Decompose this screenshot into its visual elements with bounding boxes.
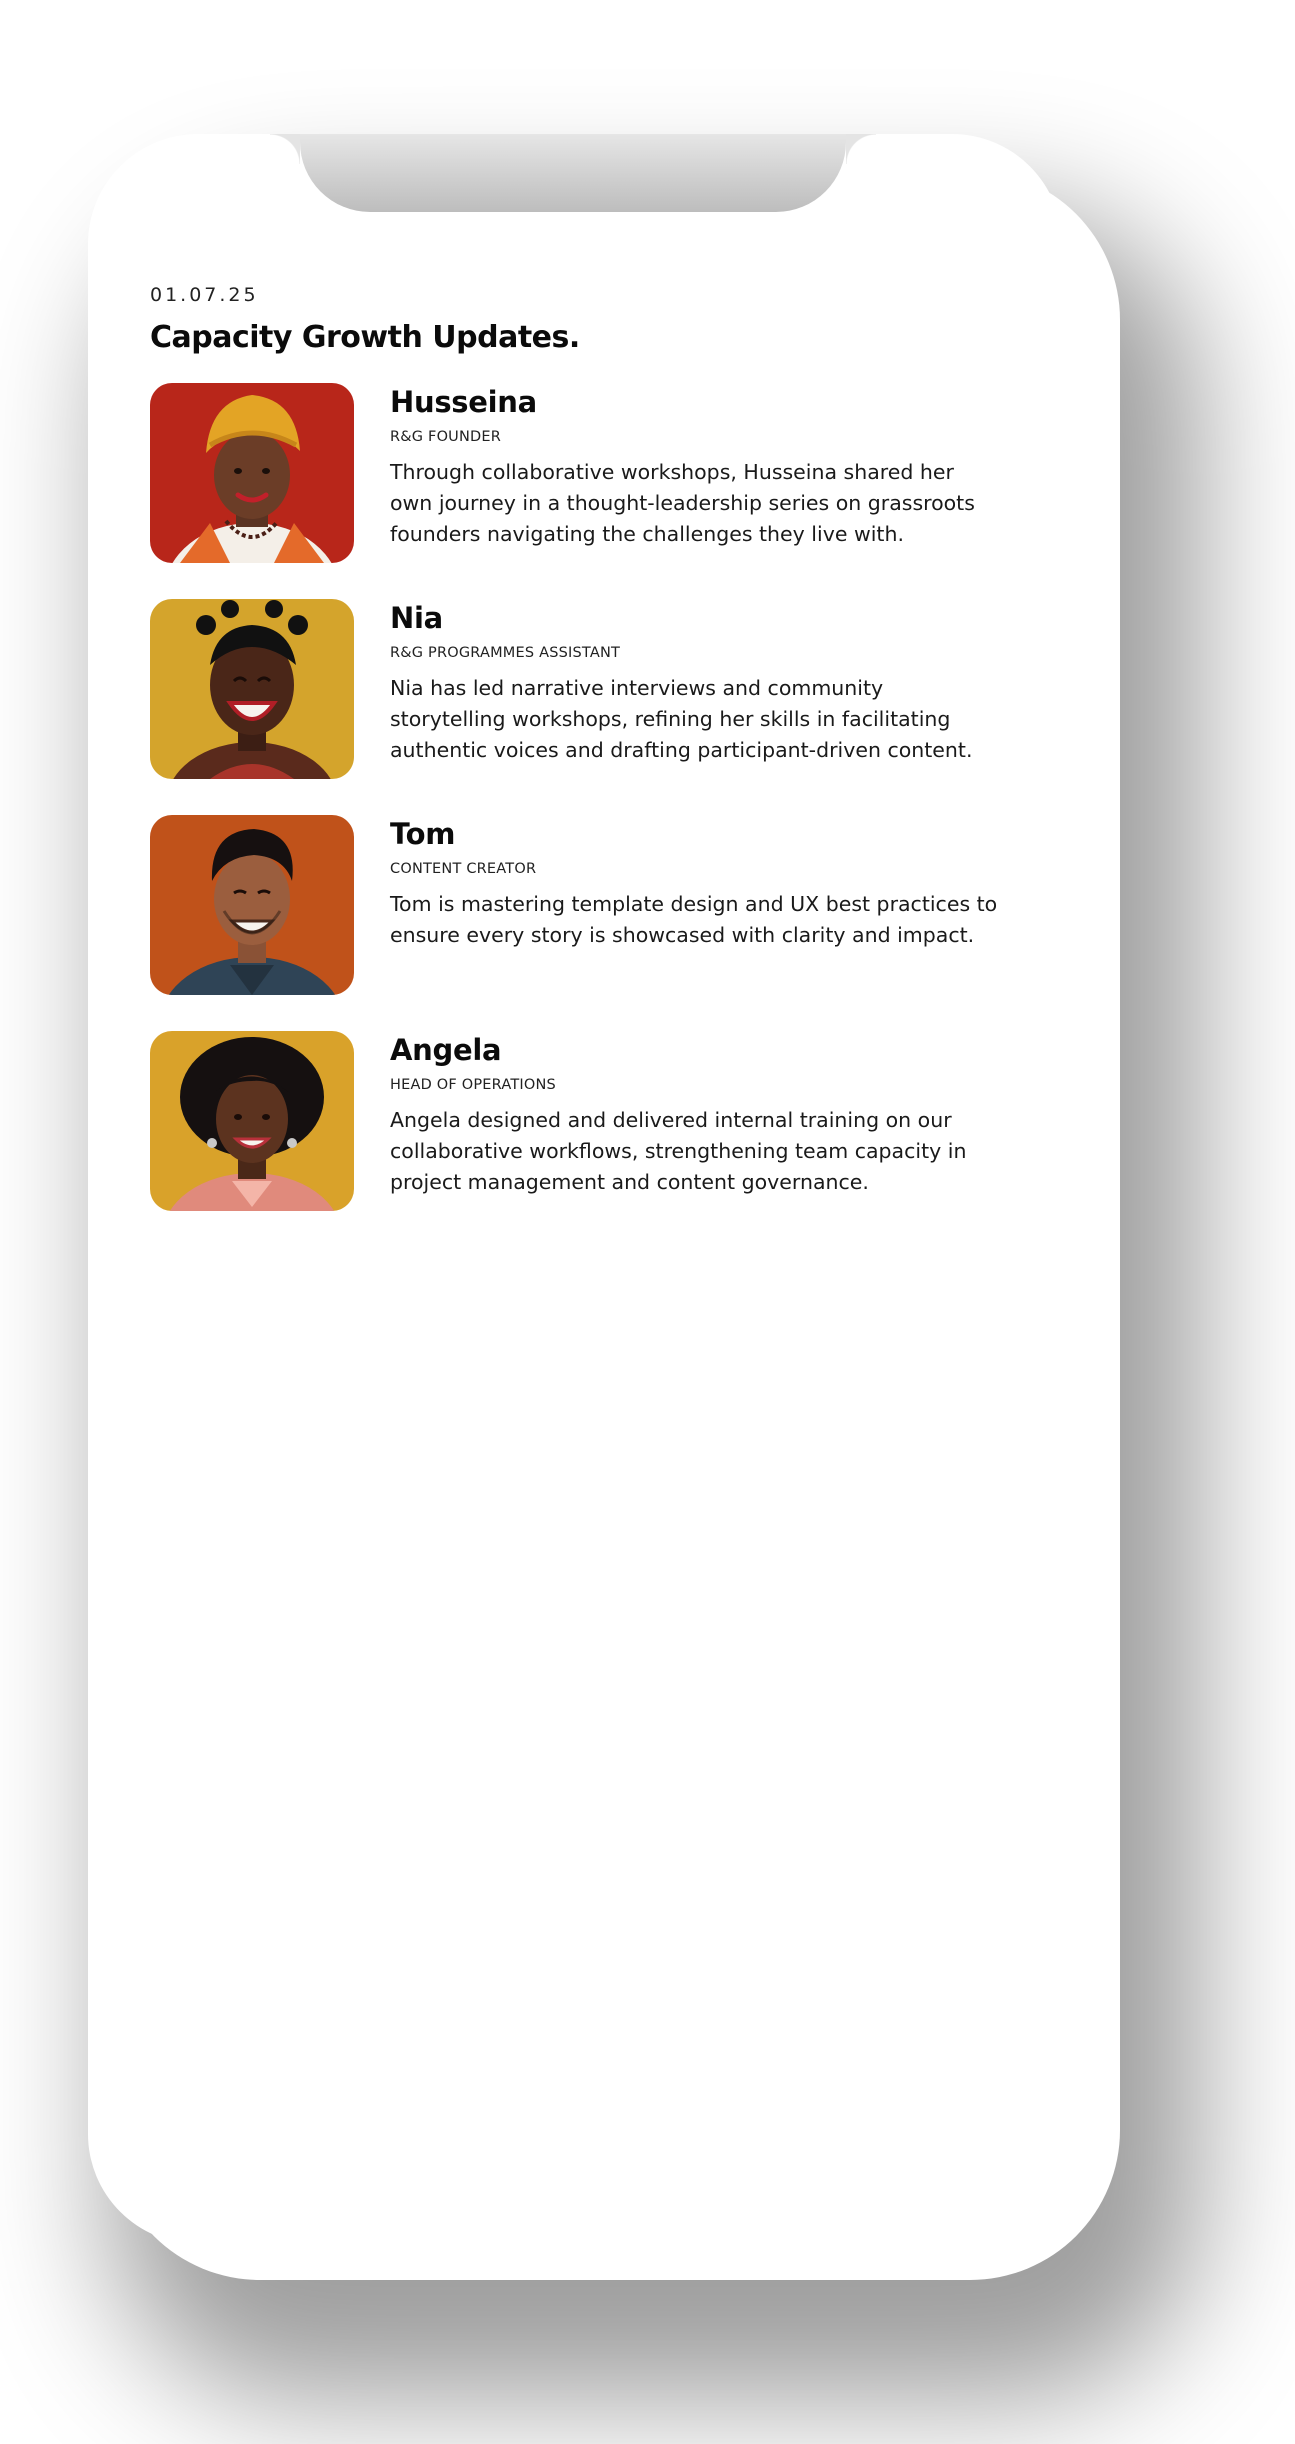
person-card-nia	[150, 599, 1010, 815]
person-role: R&G FOUNDER	[390, 429, 502, 445]
person-card-tom	[150, 815, 1010, 1031]
portrait-woman-laughing-icon	[150, 599, 354, 779]
person-info	[390, 601, 1000, 766]
portrait-man-smiling-icon	[150, 815, 354, 995]
person-bio: Angela designed and delivered internal training on our collaborative workflows, strengthening team capacity in project management and content governance.	[390, 1108, 967, 1194]
person-info	[390, 1033, 1000, 1198]
portrait-woman-curly-hair-icon	[150, 1031, 354, 1211]
phone-notch	[300, 134, 846, 212]
person-name: Angela	[390, 1033, 502, 1067]
person-card-husseina	[150, 383, 1010, 599]
person-name: Husseina	[390, 385, 537, 419]
person-bio: Nia has led narrative interviews and community storytelling workshops, refining her skills in facilitating authentic voices and drafting participant-driven content.	[390, 676, 973, 762]
person-role: R&G PROGRAMMES ASSISTANT	[390, 645, 621, 661]
person-info	[390, 385, 1000, 550]
person-name: Nia	[390, 601, 443, 635]
person-role: CONTENT CREATOR	[390, 861, 537, 877]
person-role: HEAD OF OPERATIONS	[390, 1077, 556, 1093]
person-info	[390, 817, 1000, 951]
person-name: Tom	[390, 817, 456, 851]
portrait-woman-headwrap-icon	[150, 383, 354, 563]
page-title: Capacity Growth Updates.	[150, 320, 580, 355]
person-bio: Tom is mastering template design and UX best practices to ensure every story is showcased with clarity and impact.	[390, 892, 998, 947]
person-bio: Through collaborative workshops, Husseina shared her own journey in a thought-leadership series on grassroots founders navigating the challenges they live with.	[390, 460, 975, 546]
person-card-angela	[150, 1031, 1010, 1247]
phone-frame	[88, 134, 1062, 2244]
people-list	[150, 383, 1010, 1247]
update-date: 01.07.25	[150, 284, 259, 306]
screen-content	[150, 284, 1010, 1247]
